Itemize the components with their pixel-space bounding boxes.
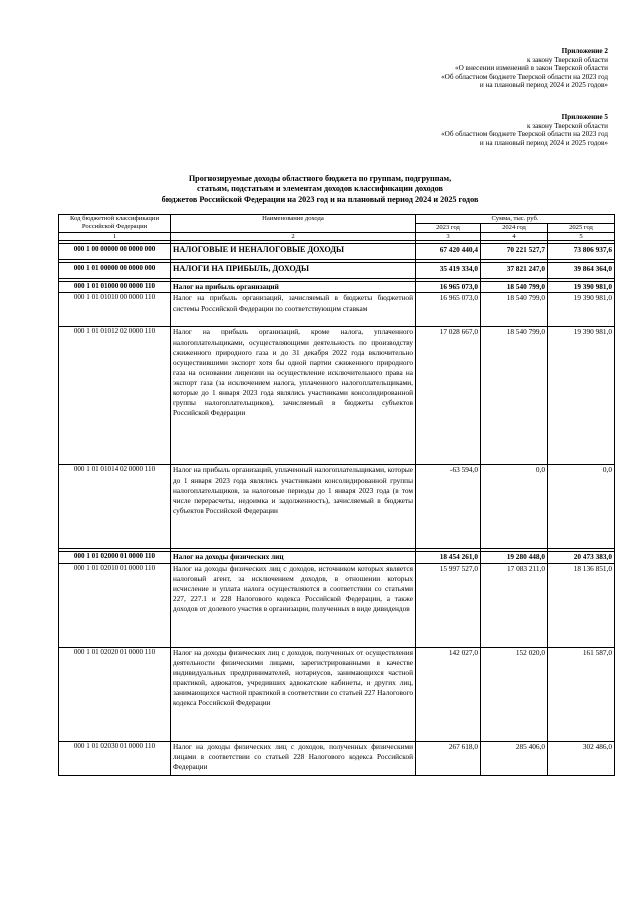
row-code: 000 1 01 01010 00 0000 110 xyxy=(59,293,171,327)
row-value-2024: 19 280 448,0 xyxy=(481,552,548,563)
appendix-2-line: «О внесении изменений в закон Тверской области xyxy=(454,64,608,73)
table-row xyxy=(59,741,615,775)
row-value-2023: 142 027,0 xyxy=(416,647,481,741)
row-value-2023: 16 965 073,0 xyxy=(416,293,481,327)
header-year-2025: 2025 год xyxy=(548,223,615,232)
header-col-number: 2 xyxy=(171,232,416,241)
header-col-number: 3 xyxy=(416,232,481,241)
row-name: Налог на прибыль организаций, кроме налога, уплаченного налогоплательщиками, осуществляющими деятельность по производству сжиженного природного газа и до 31 декабря 2022 года включительно осуществившими экспорт хотя бы одной партии сжиженного природного газа на основании лицензии на осуществление исключительного права на экспорт газа (за исключением налога, уплаченного налогоплательщиками, которые до 1 января 2023 года являлись участниками консолидированной группы налогоплательщиков), зачисляемый в бюджеты субъектов Российской Федерации xyxy=(171,327,416,465)
header-col-number: 5 xyxy=(548,232,615,241)
appendix-2-line: к закону Тверской области xyxy=(526,55,608,64)
row-name: Налог на прибыль организаций xyxy=(171,282,416,293)
row-value-2023: 16 965 073,0 xyxy=(416,282,481,293)
appendix-5-line: «Об областном бюджете Тверской области на 2023 год xyxy=(441,130,608,139)
appendix-2-line: и на плановый период 2024 и 2025 годов» xyxy=(479,81,608,90)
row-code: 000 1 01 01014 02 0000 110 xyxy=(59,465,171,549)
row-name: НАЛОГИ НА ПРИБЫЛЬ, ДОХОДЫ xyxy=(171,263,416,279)
table-row xyxy=(59,327,615,465)
table-row xyxy=(59,244,615,260)
header-col-number: 4 xyxy=(481,232,548,241)
revenue-table xyxy=(58,214,615,776)
header-sum: Сумма, тыс. руб. xyxy=(416,215,615,224)
row-value-2024: 18 540 799,0 xyxy=(481,282,548,293)
table-row xyxy=(59,282,615,293)
row-name: Налог на прибыль организаций, зачисляемый в бюджеты бюджетной системы Российской Федерации по соответствующим ставкам xyxy=(171,293,416,327)
document-title xyxy=(0,174,640,205)
row-value-2024: 37 821 247,0 xyxy=(481,263,548,279)
row-value-2025: 302 486,0 xyxy=(548,741,615,775)
document-title-line: Прогнозируемые доходы областного бюджета по группам, подгруппам, xyxy=(188,174,452,183)
row-value-2023: 18 454 261,0 xyxy=(416,552,481,563)
row-code: 000 1 01 02010 01 0000 110 xyxy=(59,563,171,647)
row-code: 000 1 01 02020 01 0000 110 xyxy=(59,647,171,741)
header-col-number: 1 xyxy=(59,232,171,241)
row-name: Налог на доходы физических лиц с доходов, источником которых является налоговый агент, за исключением доходов, в отношении которых исчисление и уплата налога осуществляются в соответствии со статьями 227, 227.1 и 228 Налогового кодекса Российской Федерации, а также доходов от долевого участия в организации, полученных в виде дивидендов xyxy=(171,563,416,647)
table-row xyxy=(59,263,615,279)
header-year-2023: 2023 год xyxy=(416,223,481,232)
row-name: Налог на доходы физических лиц с доходов, полученных от осуществления деятельности физическими лицами, зарегистрированными в качестве индивидуальных предпринимателей, нотариусов, занимающихся частной практикой, адвокатов, учредивших адвокатские кабинеты, и других лиц, занимающихся частной практикой в соответствии со статьей 227 Налогового кодекса Российской Федерации xyxy=(171,647,416,741)
row-value-2025: 73 806 937,6 xyxy=(548,244,615,260)
row-value-2024: 18 540 799,0 xyxy=(481,293,548,327)
row-value-2023: -63 594,0 xyxy=(416,465,481,549)
row-value-2024: 70 221 527,7 xyxy=(481,244,548,260)
row-code: 000 1 00 00000 00 0000 000 xyxy=(59,244,171,260)
appendix-5-header xyxy=(441,113,608,147)
row-value-2024: 18 540 799,0 xyxy=(481,327,548,465)
row-name: Налог на доходы физических лиц с доходов, полученных физическими лицами в соответствии со статьей 228 Налогового кодекса Российской Федерации xyxy=(171,741,416,775)
row-value-2023: 35 419 334,0 xyxy=(416,263,481,279)
appendix-5-line: и на плановый период 2024 и 2025 годов» xyxy=(479,138,608,147)
appendix-5-line: к закону Тверской области xyxy=(526,121,608,130)
header-name: Наименование дохода xyxy=(171,215,416,233)
table-row xyxy=(59,647,615,741)
appendix-2-header xyxy=(441,47,608,90)
row-value-2025: 161 587,0 xyxy=(548,647,615,741)
row-code: 000 1 01 02000 01 0000 110 xyxy=(59,552,171,563)
document-title-line: статьям, подстатьям и элементам доходов классификации доходов xyxy=(197,184,443,194)
table-row xyxy=(59,293,615,327)
row-value-2023: 267 618,0 xyxy=(416,741,481,775)
row-value-2024: 17 083 211,0 xyxy=(481,563,548,647)
row-value-2025: 39 864 364,0 xyxy=(548,263,615,279)
row-code: 000 1 01 01012 02 0000 110 xyxy=(59,327,171,465)
appendix-2-line: «Об областном бюджете Тверской области на 2023 год xyxy=(441,72,608,81)
row-name: НАЛОГОВЫЕ И НЕНАЛОГОВЫЕ ДОХОДЫ xyxy=(171,244,416,260)
header-code: Код бюджетной классификации Российской Федерации xyxy=(59,215,171,233)
row-value-2024: 0,0 xyxy=(481,465,548,549)
row-value-2025: 19 390 981,0 xyxy=(548,293,615,327)
table-row xyxy=(59,465,615,549)
row-value-2023: 67 420 440,4 xyxy=(416,244,481,260)
row-value-2025: 19 390 981,0 xyxy=(548,327,615,465)
header-year-2024: 2024 год xyxy=(481,223,548,232)
row-value-2025: 20 473 383,0 xyxy=(548,552,615,563)
row-value-2025: 0,0 xyxy=(548,465,615,549)
table-row xyxy=(59,563,615,647)
row-value-2023: 17 028 667,0 xyxy=(416,327,481,465)
row-value-2024: 285 406,0 xyxy=(481,741,548,775)
row-value-2025: 18 136 851,0 xyxy=(548,563,615,647)
row-value-2025: 19 390 981,0 xyxy=(548,282,615,293)
row-value-2023: 15 997 527,0 xyxy=(416,563,481,647)
appendix-2-title: Приложение 2 xyxy=(561,47,608,55)
row-name: Налог на прибыль организаций, уплаченный налогоплательщиками, которые до 1 января 2023 года являлись участниками консолидированной группы налогоплательщиков, за налоговые периоды до 1 января 2023 года (в том числе перерасчеты, недоимка и задолженность), зачисляемый в бюджеты субъектов Российской Федерации xyxy=(171,465,416,549)
row-value-2024: 152 020,0 xyxy=(481,647,548,741)
table-row xyxy=(59,552,615,563)
appendix-5-title: Приложение 5 xyxy=(561,113,608,121)
row-code: 000 1 01 00000 00 0000 000 xyxy=(59,263,171,279)
row-code: 000 1 01 02030 01 0000 110 xyxy=(59,741,171,775)
row-name: Налог на доходы физических лиц xyxy=(171,552,416,563)
row-code: 000 1 01 01000 00 0000 110 xyxy=(59,282,171,293)
document-title-line: бюджетов Российской Федерации на 2023 год и на плановый период 2024 и 2025 годов xyxy=(161,194,479,204)
